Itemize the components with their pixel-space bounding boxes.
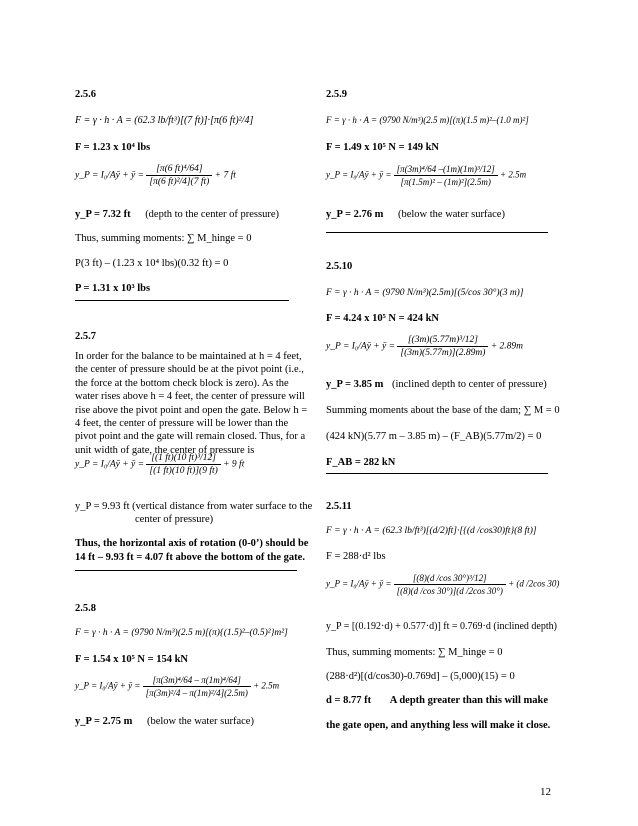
yp-result: y_P = 3.85 m [326,379,384,390]
moments-statement-2-5-10: Summing moments about the base of the dam; ∑ M = 0 [326,405,560,416]
yp-result-line-2-5-8 [75,715,254,728]
force-result-2-5-6: F = 1.23 x 10⁴ lbs [75,142,151,153]
section-divider [75,570,297,571]
d-note-cont-2-5-11: the gate open, and anything less will make it close. [326,720,551,731]
yp-lhs: y_P = I₀/Aȳ + ȳ = [326,578,392,589]
yp-result-cont-2-5-7: center of pressure) [135,514,214,525]
paragraph-2-5-7 [75,350,311,457]
yp-denominator: [(8)(d /cos 30°)](d /2cos 30°) [396,586,503,596]
yp-denominator: [π(1.5m)² – (1m)²](2.5m) [400,177,491,187]
axis-statement-cont-2-5-7: 14 ft – 9.93 ft = 4.07 ft above the bottom of the gate. [75,552,305,563]
heading-2-5-8: 2.5.8 [75,603,96,614]
paragraph-line: the force at the bottom check block is zero). As the [75,377,289,389]
force-result-2-5-8: F = 1.54 x 10⁵ N = 154 kN [75,654,189,665]
yp-lhs: y_P = I₀/Aȳ + ȳ = [75,170,145,181]
yp-equation-2-5-11 [326,572,559,597]
yp-equation-2-5-9 [326,163,526,188]
p-result-2-5-6: P = 1.31 x 10³ lbs [75,283,151,294]
force-equation-2-5-10: F = γ · h · A = (9790 N/m³)(2.5m)[(5/cos 30°)(3 m)] [326,288,524,298]
yp-denominator: [π(6 ft)²/4](7 ft) [149,177,210,187]
yp-numerator: [(3m)(5.77m)³/12] [397,334,488,347]
yp-fraction [394,163,498,188]
section-divider [326,232,548,233]
yp-result-line-2-5-6 [75,208,279,221]
heading-2-5-6: 2.5.6 [75,89,96,100]
d-result-line-2-5-11 [326,694,548,707]
yp-note: (inclined depth to center of pressure) [391,379,547,390]
yp-fraction [394,572,506,597]
yp-equation-2-5-10 [326,334,523,359]
section-divider [326,473,548,474]
yp-denominator: [(1 ft)(10 ft)](9 ft) [149,466,218,476]
yp-lhs: y_P = I₀/Aȳ + ȳ = [75,459,145,470]
paragraph-line: water rises above h = 4 feet, the center of pressure will [75,391,305,403]
heading-2-5-11: 2.5.11 [326,501,352,512]
paragraph-line: pivot point and the gate will remain closed. Thus, for a [75,431,306,443]
force-equation-2-5-9: F = γ · h · A = (9790 N/m³)(2.5 m)[(π)(1.5 m)²–(1.0 m)²] [326,115,529,125]
force-result-2-5-10: F = 4.24 x 10⁵ N = 424 kN [326,313,440,324]
yp-result: y_P = 2.76 m [326,209,384,220]
section-divider [75,300,289,301]
moment-equation-2-5-6: P(3 ft) – (1.23 x 10⁴ lbs)(0.32 ft) = 0 [75,258,229,269]
yp-numerator: [π(6 ft)⁴/64] [146,163,212,176]
yp-equation-2-5-7 [75,452,244,477]
force-result-2-5-9: F = 1.49 x 10⁵ N = 149 kN [326,142,440,153]
yp-tail: + (d /2cos 30) [508,578,560,589]
moments-statement-2-5-6: Thus, summing moments: ∑ M_hinge = 0 [75,233,252,244]
yp-numerator: [(1 ft)(10 ft)³/12] [146,452,220,465]
yp-numerator: [(8)(d /cos 30°)³/12] [394,572,506,585]
d-result: d = 8.77 ft [326,695,372,706]
paragraph-line: In order for the balance to be maintained at h = 4 feet, [75,351,302,362]
paragraph-line: unit width of gate, the center of pressure is [75,444,255,456]
yp-fraction [397,334,488,359]
yp-note: (below the water surface) [146,716,254,727]
yp-fraction [143,674,251,699]
yp-result: y_P = 7.32 ft [75,209,131,220]
yp-equation-2-5-8 [75,674,279,699]
yp-note: (depth to the center of pressure) [145,209,280,220]
force-equation-2-5-8: F = γ · h · A = (9790 N/m³)(2.5 m)[(π){(1.5)²–(0.5)²}m²] [75,628,288,638]
force-result-2-5-11: F = 288·d² lbs [326,551,386,562]
yp-numerator: [π(3m)⁴/64 – π(1m)⁴/64] [143,674,251,687]
yp-result-line-2-5-9 [326,208,505,221]
yp-lhs: y_P = I₀/Aȳ + ȳ = [326,169,392,180]
yp-result-2-5-11: y_P = [(0.192·d) + 0.577·d)] ft = 0.769·d (inclined depth) [326,621,557,632]
paragraph-line: the center of pressure should be at the pivot point (i.e., [75,364,304,376]
yp-result-2-5-7: y_P = 9.93 ft (vertical distance from water surface to the [75,501,313,512]
axis-statement-2-5-7: Thus, the horizontal axis of rotation (0-0’) should be [75,538,309,549]
yp-tail: + 7 ft [214,170,236,181]
fab-result-2-5-10: F_AB = 282 kN [326,457,396,468]
yp-fraction [146,163,212,188]
heading-2-5-10: 2.5.10 [326,261,353,272]
yp-tail: + 9 ft [223,459,245,470]
yp-result-line-2-5-10 [326,378,547,391]
moment-equation-2-5-10: (424 kN)(5.77 m – 3.85 m) – (F_AB)(5.77m/2) = 0 [326,431,542,442]
yp-tail: + 2.89m [490,341,524,352]
yp-lhs: y_P = I₀/Aȳ + ȳ = [75,680,141,691]
heading-2-5-7: 2.5.7 [75,331,96,342]
page-number: 12 [540,786,551,798]
d-note: A depth greater than this will make [389,695,548,706]
yp-tail: + 2.5m [500,169,527,180]
yp-tail: + 2.5m [253,680,280,691]
paragraph-line: rise above the pivot point and open the gate. Below h = [75,404,308,416]
yp-result: y_P = 2.75 m [75,716,133,727]
paragraph-line: 4 feet, the center of pressure will be lower than the [75,418,289,430]
yp-denominator: [π(3m)²/4 – π(1m)²/4](2.5m) [145,688,248,698]
moments-statement-2-5-11: Thus, summing moments: ∑ M_hinge = 0 [326,647,503,658]
force-equation-2-5-6: F = γ · h · A = (62.3 lb/ft³)[(7 ft)]·[π(6 ft)²/4] [75,115,254,126]
yp-equation-2-5-6 [75,163,236,188]
yp-fraction [146,452,220,477]
heading-2-5-9: 2.5.9 [326,89,347,100]
yp-denominator: [(3m)(5.77m)](2.89m) [400,348,486,358]
yp-lhs: y_P = I₀/Aȳ + ȳ = [326,341,396,352]
yp-note: (below the water surface) [397,209,505,220]
force-equation-2-5-11: F = γ · h · A = (62.3 lb/ft³)[(d/2)ft]·[{(d /cos30)ft}(8 ft)] [326,526,537,536]
yp-numerator: [π(3m)⁴/64 –(1m)(1m)³/12] [394,163,498,176]
moment-equation-2-5-11: (288·d²)[(d/cos30)-0.769d] – (5,000)(15) = 0 [326,671,515,682]
